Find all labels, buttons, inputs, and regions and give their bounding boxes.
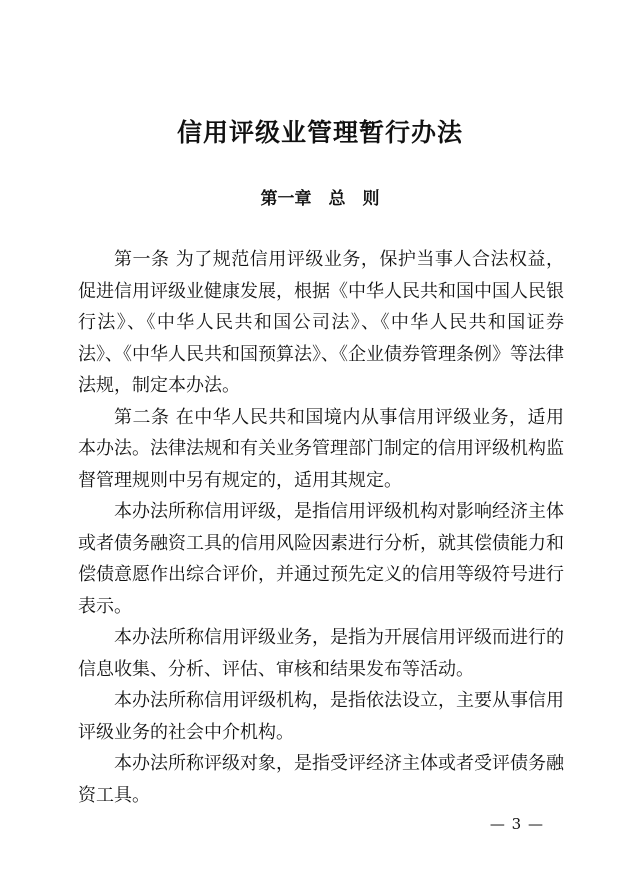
page-number: — 3 —	[489, 815, 544, 833]
paragraph-definition-rating-business: 本办法所称信用评级业务，是指为开展信用评级而进行的信息收集、分析、评估、审核和结果发布等活动。	[78, 627, 564, 680]
document-body	[78, 244, 564, 811]
paragraph-definition-credit-rating: 本办法所称信用评级，是指信用评级机构对影响经济主体或者债务融资工具的信用风险因素进行分析，就其偿债能力和偿债意愿作出综合评价，并通过预先定义的信用等级符号进行表示。	[78, 501, 564, 617]
document-title: 信用评级业管理暂行办法	[176, 118, 463, 147]
paragraph-definition-rating-agency: 本办法所称信用评级机构，是指依法设立，主要从事信用评级业务的社会中介机构。	[78, 690, 564, 743]
paragraph-definition-rating-object: 本办法所称评级对象，是指受评经济主体或者受评债务融资工具。	[78, 753, 564, 806]
paragraph-article-1: 第一条 为了规范信用评级业务，保护当事人合法权益，促进信用评级业健康发展，根据《中华人民共和国中国人民银行法》、《中华人民共和国公司法》、《中华人民共和国证券法》、《中华人民共和国预算法》、《企业债券管理条例》等法律法规，制定本办法。	[78, 249, 564, 396]
chapter-heading: 第一章 总 则	[260, 189, 380, 209]
paragraph-article-2: 第二条 在中华人民共和国境内从事信用评级业务，适用本办法。法律法规和有关业务管理部门制定的信用评级机构监督管理规则中另有规定的，适用其规定。	[78, 406, 564, 491]
